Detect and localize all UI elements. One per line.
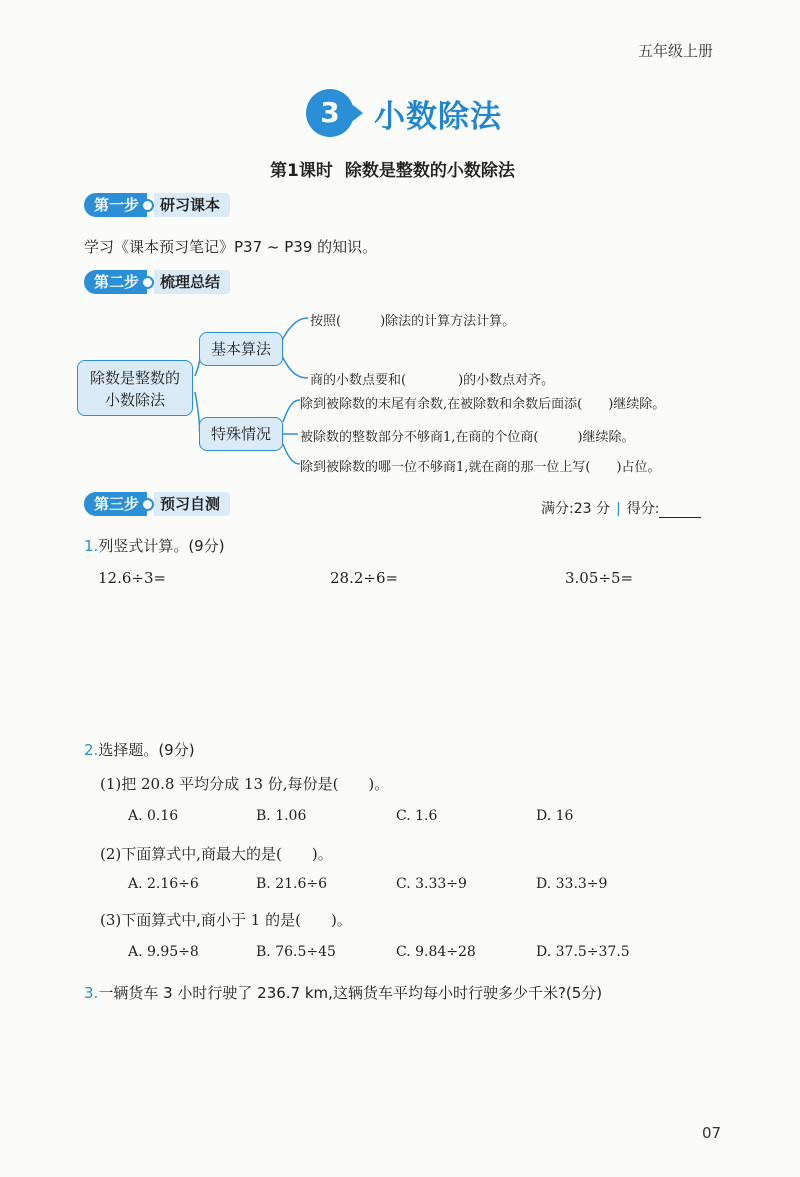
q2-option: A. 9.95÷8: [128, 944, 199, 960]
step-1-text: 学习《课本预习笔记》P37 ~ P39 的知识。: [84, 238, 378, 256]
mindmap-root: [77, 360, 193, 416]
mindmap-leaf: 除到被除数的哪一位不够商1,就在商的那一位上写( )占位。: [300, 460, 661, 475]
step-3-header: [84, 492, 230, 516]
question-3-title: [84, 982, 602, 1003]
score-separator: |: [615, 501, 621, 517]
lesson-number: 第1课时: [270, 161, 333, 181]
q2-option: B. 1.06: [256, 808, 307, 824]
question-3-text: 一辆货车 3 小时行驶了 236.7 km,这辆货车平均每小时行驶多少千米?(5分): [98, 984, 603, 1002]
q2-option: B. 21.6÷6: [256, 876, 327, 892]
step-1-tag: 第一步: [84, 193, 147, 217]
connector-b2-leaf3: [283, 444, 300, 464]
chapter-number-badge: 3: [306, 89, 354, 137]
q2-option: C. 3.33÷9: [396, 876, 467, 892]
connector-b1-leaf2: [282, 356, 308, 378]
q2-option: C. 1.6: [396, 808, 438, 824]
step-3-label: 预习自测: [154, 492, 230, 516]
chapter-title: 小数除法: [374, 99, 502, 135]
question-1-text: 列竖式计算。(9分): [98, 537, 225, 555]
question-2-text: 选择题。(9分): [98, 741, 195, 759]
step-dot-icon: [141, 199, 154, 212]
step-3-tag: 第三步: [84, 492, 147, 516]
mindmap-root-line1: 除数是整数的: [89, 369, 180, 387]
question-1-number: 1.: [84, 537, 99, 555]
connector-b2-leaf1: [283, 400, 300, 422]
score-label: 得分:: [626, 501, 660, 517]
mindmap-leaf: 按照( )除法的计算方法计算。: [310, 314, 516, 329]
step-2-tag: 第二步: [84, 270, 147, 294]
step-dot-icon: [141, 276, 154, 289]
connector-b1-leaf1: [282, 318, 308, 340]
grade-label: 五年级上册: [638, 42, 714, 60]
question-1-title: [84, 535, 225, 556]
mindmap-branch-basic: 基本算法: [199, 332, 283, 366]
page-number: 07: [702, 1124, 722, 1142]
step-1-label: 研习课本: [154, 193, 230, 217]
step-2-label: 梳理总结: [154, 270, 230, 294]
q2-stem: (3)下面算式中,商小于 1 的是( )。: [100, 911, 352, 929]
step-dot-icon: [141, 498, 154, 511]
full-score: 满分:23 分: [541, 501, 610, 517]
q2-option: C. 9.84÷28: [396, 944, 476, 960]
mindmap-root-line2: 小数除法: [104, 391, 165, 409]
mindmap-leaf: 商的小数点要和( )的小数点对齐。: [310, 373, 555, 388]
lesson-name: 除数是整数的小数除法: [344, 161, 515, 181]
question-3-number: 3.: [84, 984, 99, 1002]
q1-item: 12.6÷3=: [98, 569, 167, 587]
q1-item: 28.2÷6=: [330, 569, 399, 587]
question-2-title: [84, 739, 195, 760]
mindmap-branch-special: 特殊情况: [199, 417, 283, 451]
mindmap-leaf: 被除数的整数部分不够商1,在商的个位商( )继续除。: [300, 430, 635, 445]
q2-option: D. 16: [536, 808, 574, 824]
mindmap-leaf: 除到被除数的末尾有余数,在被除数和余数后面添( )继续除。: [300, 397, 666, 412]
q1-item: 3.05÷5=: [565, 569, 634, 587]
score-blank: [659, 503, 701, 518]
q2-stem: (1)把 20.8 平均分成 13 份,每份是( )。: [100, 775, 390, 793]
q2-stem: (2)下面算式中,商最大的是( )。: [100, 845, 333, 863]
q2-option: D. 37.5÷37.5: [536, 944, 630, 960]
question-2-number: 2.: [84, 741, 99, 759]
q2-option: A. 0.16: [128, 808, 179, 824]
q2-option: A. 2.16÷6: [128, 876, 199, 892]
q2-option: D. 33.3÷9: [536, 876, 608, 892]
q2-option: B. 76.5÷45: [256, 944, 336, 960]
mindmap-connectors: [0, 0, 800, 500]
score-box: [541, 498, 701, 518]
